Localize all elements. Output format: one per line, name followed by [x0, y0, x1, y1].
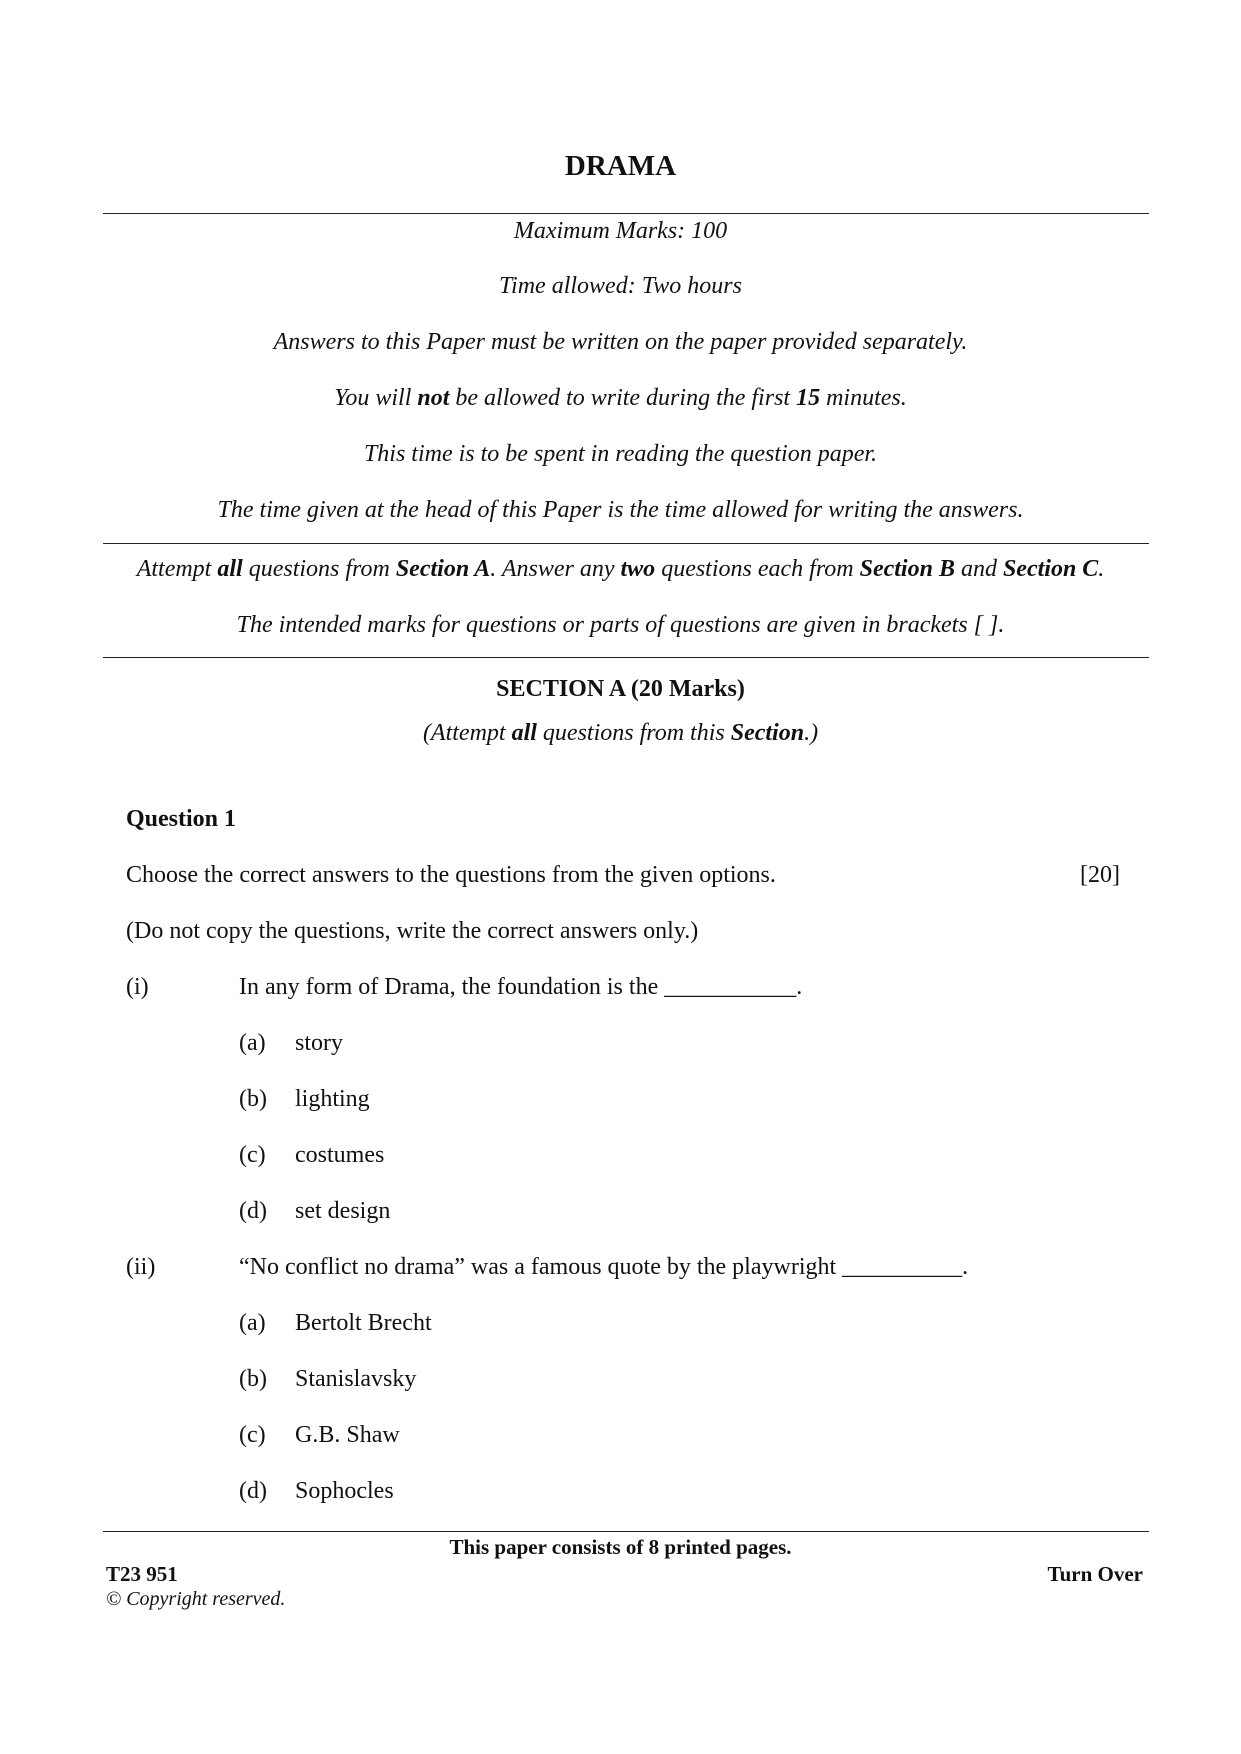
divider-middle [103, 543, 1149, 544]
answers-note: Answers to this Paper must be written on the paper provided separately. [273, 329, 968, 355]
question-heading: Question 1 [126, 806, 237, 832]
section-heading: SECTION A (20 Marks) [496, 676, 745, 702]
option-text: Stanislavsky [295, 1366, 417, 1392]
page-count-note: This paper consists of 8 printed pages. [449, 1535, 792, 1559]
divider-footer [103, 1531, 1149, 1532]
option-label: (b) [239, 1086, 267, 1112]
divider-section [103, 657, 1149, 658]
marks-note: The intended marks for questions or parts of questions are given in brackets [ ]. [236, 612, 1005, 638]
question-instruction: Choose the correct answers to the questions from the given options. [126, 862, 776, 888]
option-label: (c) [239, 1422, 266, 1448]
reading-time-note: This time is to be spent in reading the question paper. [363, 441, 878, 467]
question-note: (Do not copy the questions, write the correct answers only.) [126, 918, 699, 944]
time-allowed: Time allowed: Two hours [499, 273, 742, 299]
paper-code: T23 951 [106, 1562, 178, 1586]
option-label: (a) [239, 1310, 266, 1336]
section-subheading: (Attempt all questions from this Section.) [422, 720, 819, 746]
question-marks: [20] [1080, 862, 1120, 888]
item-text: “No conflict no drama” was a famous quote by the playwright __________. [239, 1254, 969, 1280]
attempt-line: Attempt all questions from Section A. Answer any two questions each from Section B and Section C. [136, 556, 1105, 582]
option-label: (a) [239, 1030, 266, 1056]
option-label: (b) [239, 1366, 267, 1392]
option-text: lighting [295, 1086, 370, 1112]
paper-title: DRAMA [564, 150, 677, 182]
max-marks: Maximum Marks: 100 [513, 218, 728, 244]
option-text: costumes [295, 1142, 385, 1168]
option-text: set design [295, 1198, 391, 1224]
divider-top [103, 213, 1149, 214]
not-allowed-note: You will not be allowed to write during the first 15 minutes. [334, 385, 907, 411]
turn-over: Turn Over [1047, 1562, 1143, 1586]
option-text: story [295, 1030, 343, 1056]
option-label: (d) [239, 1478, 267, 1504]
item-number: (ii) [126, 1254, 156, 1280]
copyright: © Copyright reserved. [106, 1588, 286, 1610]
item-number: (i) [126, 974, 149, 1000]
option-text: G.B. Shaw [295, 1422, 400, 1448]
option-label: (d) [239, 1198, 267, 1224]
option-text: Sophocles [295, 1478, 394, 1504]
option-label: (c) [239, 1142, 266, 1168]
option-text: Bertolt Brecht [295, 1310, 432, 1336]
time-head-note: The time given at the head of this Paper is the time allowed for writing the answers. [217, 497, 1024, 523]
item-text: In any form of Drama, the foundation is the ___________. [239, 974, 803, 1000]
